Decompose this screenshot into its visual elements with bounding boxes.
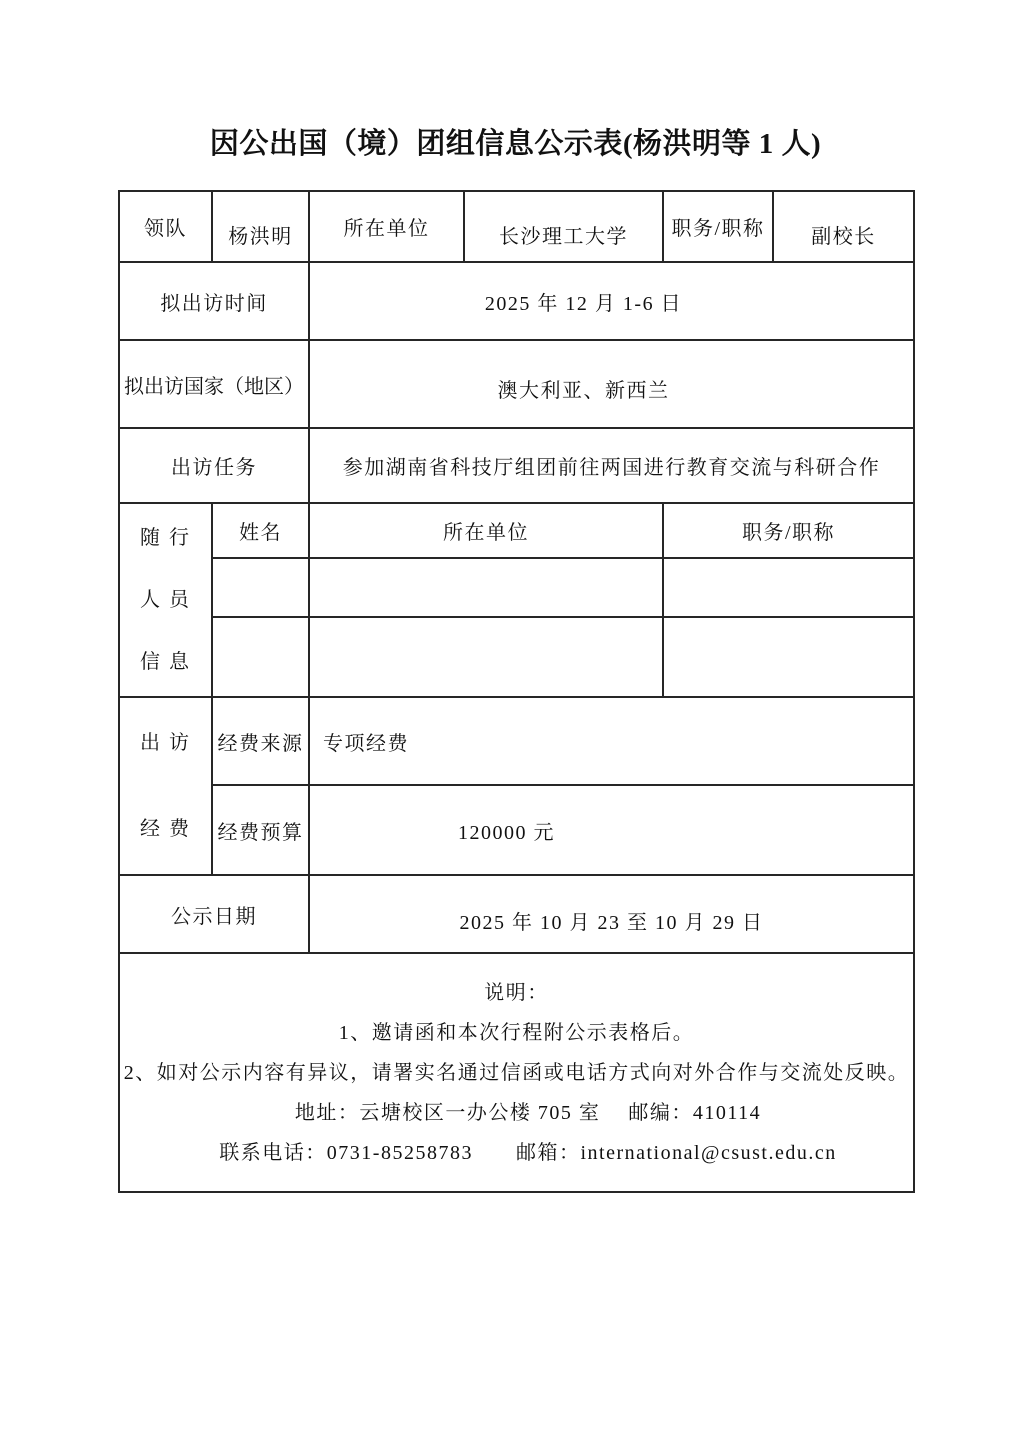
companions-label-line: 信 息 <box>140 651 191 673</box>
visit-time-row <box>119 262 914 340</box>
companion-unit-cell <box>309 558 663 617</box>
visit-task-value: 参加湖南省科技厅组团前往两国进行教育交流与科研合作 <box>309 428 914 503</box>
companion-row <box>119 617 914 697</box>
funding-budget-row <box>119 785 914 875</box>
companions-label-line: 随 行 <box>140 527 191 549</box>
funding-budget-value: 120000 元 <box>309 785 914 875</box>
companion-name-cell <box>212 558 309 617</box>
publicity-date-label: 公示日期 <box>119 875 309 953</box>
leader-unit-label: 所在单位 <box>309 191 464 262</box>
funding-label <box>120 700 211 872</box>
funding-source-row <box>119 697 914 785</box>
companions-header-row <box>119 503 914 558</box>
publicity-date-value: 2025 年 10 月 23 至 10 月 29 日 <box>309 875 914 953</box>
companion-position-cell <box>663 558 914 617</box>
companion-unit-cell <box>309 617 663 697</box>
visit-country-value: 澳大利亚、新西兰 <box>309 340 914 428</box>
notes-section <box>119 953 914 1192</box>
funding-source-label: 经费来源 <box>212 697 309 785</box>
companions-label-line: 人 员 <box>140 589 191 611</box>
leader-position-value: 副校长 <box>773 191 914 262</box>
companion-position-cell <box>663 617 914 697</box>
visit-country-label: 拟出访国家（地区） <box>119 340 309 428</box>
leader-unit-value: 长沙理工大学 <box>464 191 663 262</box>
publicity-date-row <box>119 875 914 953</box>
leader-label: 领队 <box>119 191 212 262</box>
visit-time-value: 2025 年 12 月 1-6 日 <box>309 262 914 340</box>
companion-row <box>119 558 914 617</box>
visit-task-label: 出访任务 <box>119 428 309 503</box>
notes-heading: 说明： <box>484 981 549 1004</box>
note-item-1: 1、邀请函和本次行程附公示表格后。 <box>338 1021 695 1044</box>
visit-task-row <box>119 428 914 503</box>
visit-time-label: 拟出访时间 <box>119 262 309 340</box>
funding-label-line: 经 费 <box>140 818 191 840</box>
companion-name-cell <box>212 617 309 697</box>
leader-name-value: 杨洪明 <box>212 191 309 262</box>
leader-row <box>119 191 914 262</box>
companions-header-unit: 所在单位 <box>309 503 663 558</box>
funding-label-line: 出 访 <box>140 732 191 754</box>
companions-label <box>120 507 211 693</box>
page-title: 因公出国（境）团组信息公示表(杨洪明等 1 人) <box>209 128 822 160</box>
notes-row <box>119 953 914 1192</box>
funding-label-cell <box>119 697 212 875</box>
funding-budget-label: 经费预算 <box>212 785 309 875</box>
leader-position-label: 职务/职称 <box>663 191 773 262</box>
note-address-line: 地址：云塘校区一办公楼 705 室 邮编：410114 <box>294 1101 762 1124</box>
funding-source-value: 专项经费 <box>309 697 914 785</box>
companions-header-position: 职务/职称 <box>663 503 914 558</box>
companions-label-cell <box>119 503 212 697</box>
visit-country-row <box>119 340 914 428</box>
info-table <box>118 190 915 1193</box>
note-item-2: 2、如对公示内容有异议，请署实名通过信函或电话方式向对外合作与交流处反映。 <box>123 1061 910 1084</box>
companions-header-name: 姓名 <box>212 503 309 558</box>
note-contact-line: 联系电话：0731-85258783 邮箱：international@csust.edu.cn <box>219 1141 837 1164</box>
